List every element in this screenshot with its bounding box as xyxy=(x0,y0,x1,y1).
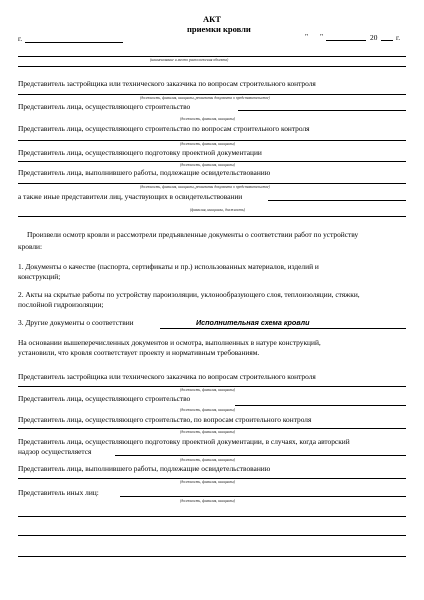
city-prefix: г. xyxy=(18,34,23,43)
rep-top-others: а также иные представители лиц, участвующих в освидетельствовании xyxy=(18,192,243,201)
item1-line-1: 1. Документы о качестве (паспорта, сертификаты и пр.) использованных материалов, изделий и xyxy=(18,262,319,271)
object-name-caption: (наименование и место расположения объекта) xyxy=(150,58,229,62)
rep-top-performer-caption: (должность, фамилия, инициалы, реквизиты документа о представительстве) xyxy=(140,185,270,189)
rep-top-builder: Представитель лица, осуществляющего строительство xyxy=(18,102,191,111)
rep-bottom-others-line-2[interactable] xyxy=(18,516,406,517)
rep-bottom-builder-control: Представитель лица, осуществляющего строительство, по вопросам строительного контроля xyxy=(18,415,312,424)
rep-bottom-designer-caption: (должность, фамилия, инициалы) xyxy=(180,458,236,462)
rep-top-customer: Представитель застройщика или технического заказчика по вопросам строительного контроля xyxy=(18,79,316,88)
rep-top-others-line[interactable] xyxy=(268,200,406,201)
rep-top-others-line-2[interactable] xyxy=(18,216,406,217)
rep-bottom-designer-2: надзор осуществляется xyxy=(18,447,92,456)
object-name-line-2[interactable] xyxy=(18,66,406,67)
rep-top-performer-line[interactable] xyxy=(18,183,406,184)
rep-top-designer-caption: (должность, фамилия, инициалы) xyxy=(180,163,236,167)
rep-top-builder-line[interactable] xyxy=(238,110,406,111)
rep-bottom-customer: Представитель застройщика или технического заказчика по вопросам строительного контроля xyxy=(18,372,316,381)
conclusion-line-1: На основании вышеперечисленных документов и осмотра, выполненных в натуре конструкций, xyxy=(18,338,321,347)
rep-top-designer-line[interactable] xyxy=(18,161,406,162)
rep-top-builder-caption: (должность, фамилия, инициалы) xyxy=(180,117,236,121)
rep-bottom-builder-control-caption: (должность, фамилия, инициалы) xyxy=(180,430,236,434)
year-suffix: г. xyxy=(396,33,401,42)
rep-top-customer-line[interactable] xyxy=(18,94,406,95)
rep-bottom-performer-line[interactable] xyxy=(18,478,406,479)
rep-bottom-others-line[interactable] xyxy=(120,496,406,497)
item3-line[interactable] xyxy=(160,328,406,329)
rep-top-builder-control-caption: (должность, фамилия, инициалы) xyxy=(180,142,236,146)
rep-bottom-builder: Представитель лица, осуществляющего строительство xyxy=(18,394,191,403)
document-title: АКТ xyxy=(203,14,221,24)
rep-top-others-caption: (фамилия, инициалы, должность) xyxy=(190,208,246,212)
rep-bottom-designer-line[interactable] xyxy=(115,455,406,456)
item1-line-2: конструкций; xyxy=(18,272,61,281)
item3-value[interactable]: Исполнительная схема кровли xyxy=(196,318,310,327)
rep-top-performer: Представитель лица, выполнившего работы, подлежащие освидетельствованию xyxy=(18,168,271,177)
rep-bottom-customer-line[interactable] xyxy=(18,386,406,387)
object-name-line[interactable] xyxy=(18,56,406,57)
item2-line-2: послойной гидроизоляции; xyxy=(18,300,104,309)
date-month-line[interactable] xyxy=(326,40,366,41)
year-line[interactable] xyxy=(381,40,393,41)
rep-bottom-builder-control-line[interactable] xyxy=(18,428,406,429)
item2-line-1: 2. Акты на скрытые работы по устройству пароизоляции, уклонообразующего слоя, теплоизоляции, стяжки, xyxy=(18,290,360,299)
date-quote-open: " xyxy=(305,32,309,41)
city-field-line[interactable] xyxy=(25,42,123,43)
conclusion-line-2: установили, что кровля соответствует проекту и нормативным требованиям. xyxy=(18,348,260,357)
year-prefix: 20 xyxy=(370,33,378,42)
rep-bottom-performer-caption: (должность, фамилия, инициалы) xyxy=(180,480,236,484)
rep-bottom-others-caption: (должность, фамилия, инициалы) xyxy=(180,499,236,503)
rep-top-builder-control-line[interactable] xyxy=(18,140,406,141)
rep-bottom-builder-line[interactable] xyxy=(235,405,406,406)
date-quote-close: " xyxy=(320,32,324,41)
rep-bottom-builder-caption: (должность, фамилия, инициалы) xyxy=(180,408,236,412)
rep-top-builder-control: Представитель лица, осуществляющего строительство по вопросам строительного контроля xyxy=(18,124,310,133)
rep-bottom-others: Представитель иных лиц: xyxy=(18,488,99,497)
rep-bottom-others-line-4[interactable] xyxy=(18,556,406,557)
document-subtitle: приемки кровли xyxy=(187,24,251,34)
rep-bottom-performer: Представитель лица, выполнившего работы, подлежащие освидетельствованию xyxy=(18,464,271,473)
rep-top-designer: Представитель лица, осуществляющего подготовку проектной документации xyxy=(18,148,262,157)
rep-bottom-designer: Представитель лица, осуществляющего подготовку проектной документации, в случаях, когда авторский xyxy=(18,437,350,446)
item3-label: 3. Другие документы о соответствии xyxy=(18,318,134,327)
rep-bottom-customer-caption: (должность, фамилия, инициалы) xyxy=(180,388,236,392)
rep-top-customer-caption: (должность, фамилия, инициалы, реквизиты документа о представительстве) xyxy=(140,96,270,100)
intro-line-1: Произвели осмотр кровли и рассмотрели предъявленные документы о соответствии работ по устройству xyxy=(27,230,359,239)
rep-bottom-others-line-3[interactable] xyxy=(18,535,406,536)
intro-line-2: кровли: xyxy=(18,242,43,251)
